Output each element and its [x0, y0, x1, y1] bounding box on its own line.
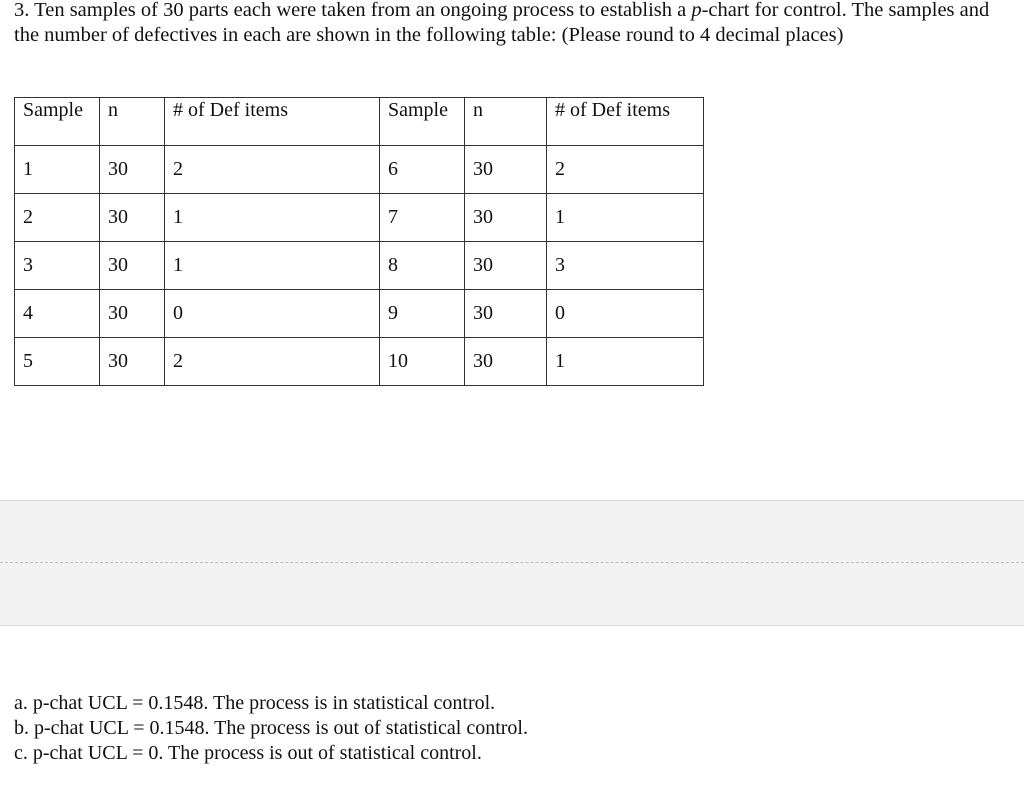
defectives-table: [14, 97, 704, 386]
table-row: [15, 338, 704, 386]
table-row: [15, 194, 704, 242]
choice-b[interactable]: b. p-chat UCL = 0.1548. The process is out of statistical control.: [14, 717, 528, 739]
cell-n: 30: [100, 338, 165, 386]
cell-n: 30: [100, 194, 165, 242]
table-header-row: [15, 98, 704, 146]
cell-def: 2: [165, 338, 380, 386]
header-sample-2: Sample: [380, 98, 465, 146]
section-divider-band: [0, 500, 1024, 626]
cell-n: 30: [100, 146, 165, 194]
cell-def: 1: [547, 194, 704, 242]
choice-a[interactable]: a. p-chat UCL = 0.1548. The process is in statistical control.: [14, 692, 496, 714]
cell-n: 30: [465, 338, 547, 386]
cell-def: 1: [165, 194, 380, 242]
cell-def: 1: [165, 242, 380, 290]
cell-def: 2: [165, 146, 380, 194]
cell-sample: 6: [380, 146, 465, 194]
cell-n: 30: [465, 242, 547, 290]
p-italic: p: [691, 0, 702, 21]
cell-sample: 8: [380, 242, 465, 290]
cell-sample: 5: [15, 338, 100, 386]
dashed-divider: [0, 562, 1024, 563]
cell-n: 30: [465, 290, 547, 338]
cell-sample: 9: [380, 290, 465, 338]
header-n-2: n: [465, 98, 547, 146]
cell-def: 0: [547, 290, 704, 338]
cell-sample: 10: [380, 338, 465, 386]
choice-c[interactable]: c. p-chat UCL = 0. The process is out of statistical control.: [14, 742, 482, 764]
cell-n: 30: [100, 290, 165, 338]
cell-sample: 4: [15, 290, 100, 338]
cell-def: 1: [547, 338, 704, 386]
table-row: [15, 146, 704, 194]
question-text: 3. Ten samples of 30 parts each were taken from an ongoing process to establish a p-chart for control. The samples and the number of defectives in each are shown in the following table: (Please round to 4 decimal places): [14, 0, 990, 46]
cell-n: 30: [465, 146, 547, 194]
header-n-1: n: [100, 98, 165, 146]
answer-choices: [14, 691, 528, 766]
cell-def: 3: [547, 242, 704, 290]
header-def-items-1: # of Def items: [165, 98, 380, 146]
header-def-items-2: # of Def items: [547, 98, 704, 146]
cell-sample: 3: [15, 242, 100, 290]
table-row: [15, 290, 704, 338]
cell-n: 30: [465, 194, 547, 242]
cell-def: 2: [547, 146, 704, 194]
cell-sample: 2: [15, 194, 100, 242]
cell-def: 0: [165, 290, 380, 338]
cell-sample: 7: [380, 194, 465, 242]
cell-sample: 1: [15, 146, 100, 194]
header-sample-1: Sample: [15, 98, 100, 146]
table-row: [15, 242, 704, 290]
cell-n: 30: [100, 242, 165, 290]
